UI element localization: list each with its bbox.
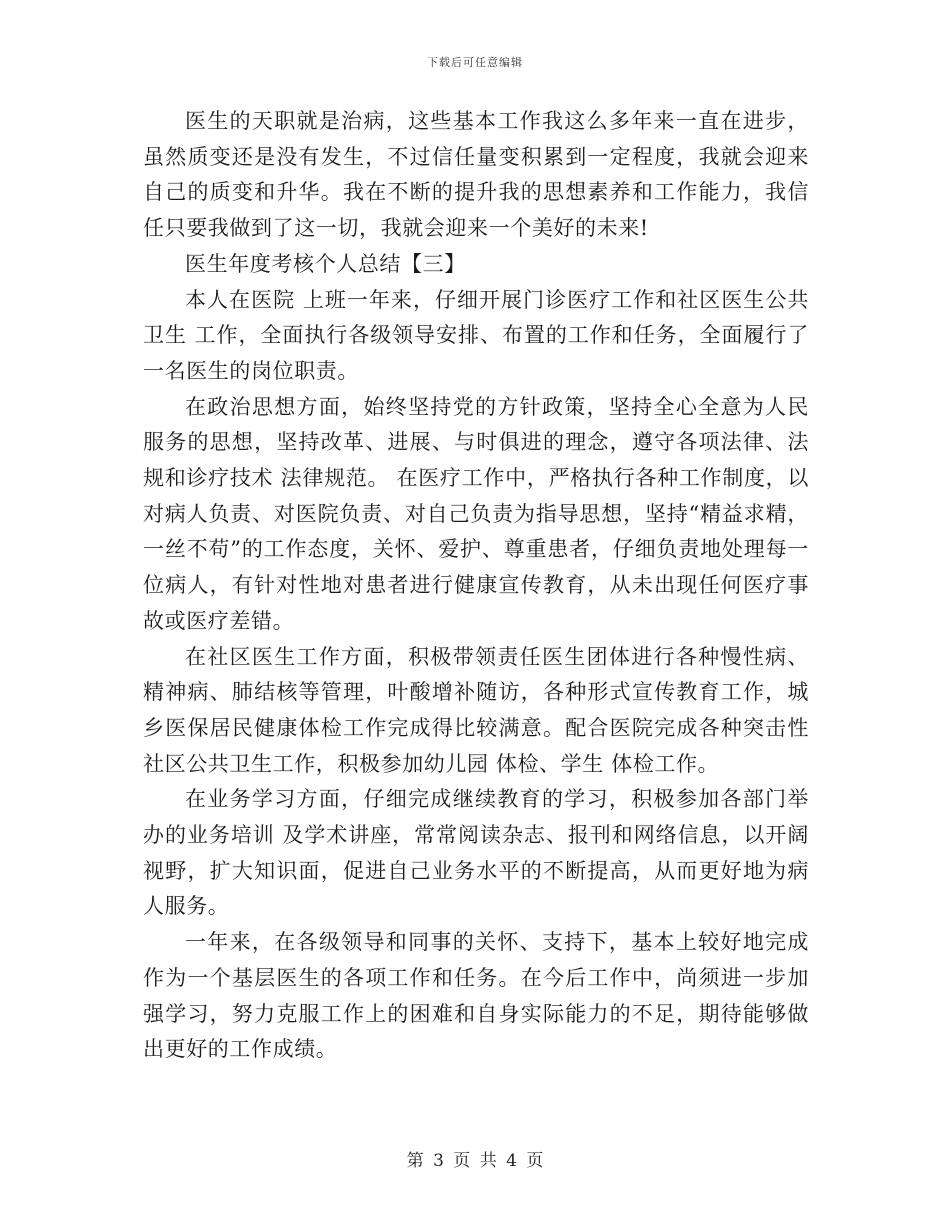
page-header: 下载后可任意编辑: [427, 56, 523, 69]
paragraph-5: 在业务学习方面，仔细完成继续教育的学习，积极参加各部门举办的业务培训 及学术讲座，常常阅读杂志、报刊和网络信息，以开阔视野，扩大知识面，促进自己业务水平的不断提高，从而更好地为病人服务。: [143, 787, 809, 919]
paragraph-6: 一年来，在各级领导和同事的关怀、支持下，基本上较好地完成作为一个基层医生的各项工作和任务。在今后工作中，尚须进一步加强学习，努力克服工作上的困难和自身实际能力的不足，期待能够做出更好的工作成绩。: [143, 930, 809, 1062]
paragraph-4: 在社区医生工作方面，积极带领责任医生团体进行各种慢性病、精神病、肺结核等管理，叶酸增补随访，各种形式宣传教育工作，城乡医保居民健康体检工作完成得比较满意。配合医院完成各种突击性社区公共卫生工作，积极参加幼儿园 体检、学生 体检工作。: [143, 644, 809, 776]
page-number: 第 3 页 共 4 页: [406, 1151, 544, 1171]
paragraph-1: 医生的天职就是治病，这些基本工作我这么多年来一直在进步，虽然质变还是没有发生，不过信任量变积累到一定程度，我就会迎来自己的质变和升华。我在不断的提升我的思想素养和工作能力，我信任只要我做到了这一切，我就会迎来一个美好的未来!: [143, 109, 809, 241]
section-heading: 医生年度考核个人总结【三】: [185, 251, 466, 276]
paragraph-2: 本人在医院 上班一年来，仔细开展门诊医疗工作和社区医生公共卫生 工作，全面执行各级领导安排、布置的工作和任务，全面履行了一名医生的岗位职责。: [143, 287, 809, 383]
paragraph-3: 在政治思想方面，始终坚持党的方针政策，坚持全心全意为人民服务的思想，坚持改革、进展、与时俱进的理念，遵守各项法律、法规和诊疗技术 法律规范。 在医疗工作中，严格执行各种工作制度，以对病人负责、对医院负责、对自己负责为指导思想，坚持“精益求精，一丝不苟”的工作态度，关怀、爱护、尊重患者，仔细负责地处理每一位病人，有针对性地对患者进行健康宣传教育，从未出现任何医疗事故或医疗差错。: [143, 394, 809, 633]
document-body: [143, 104, 809, 1068]
